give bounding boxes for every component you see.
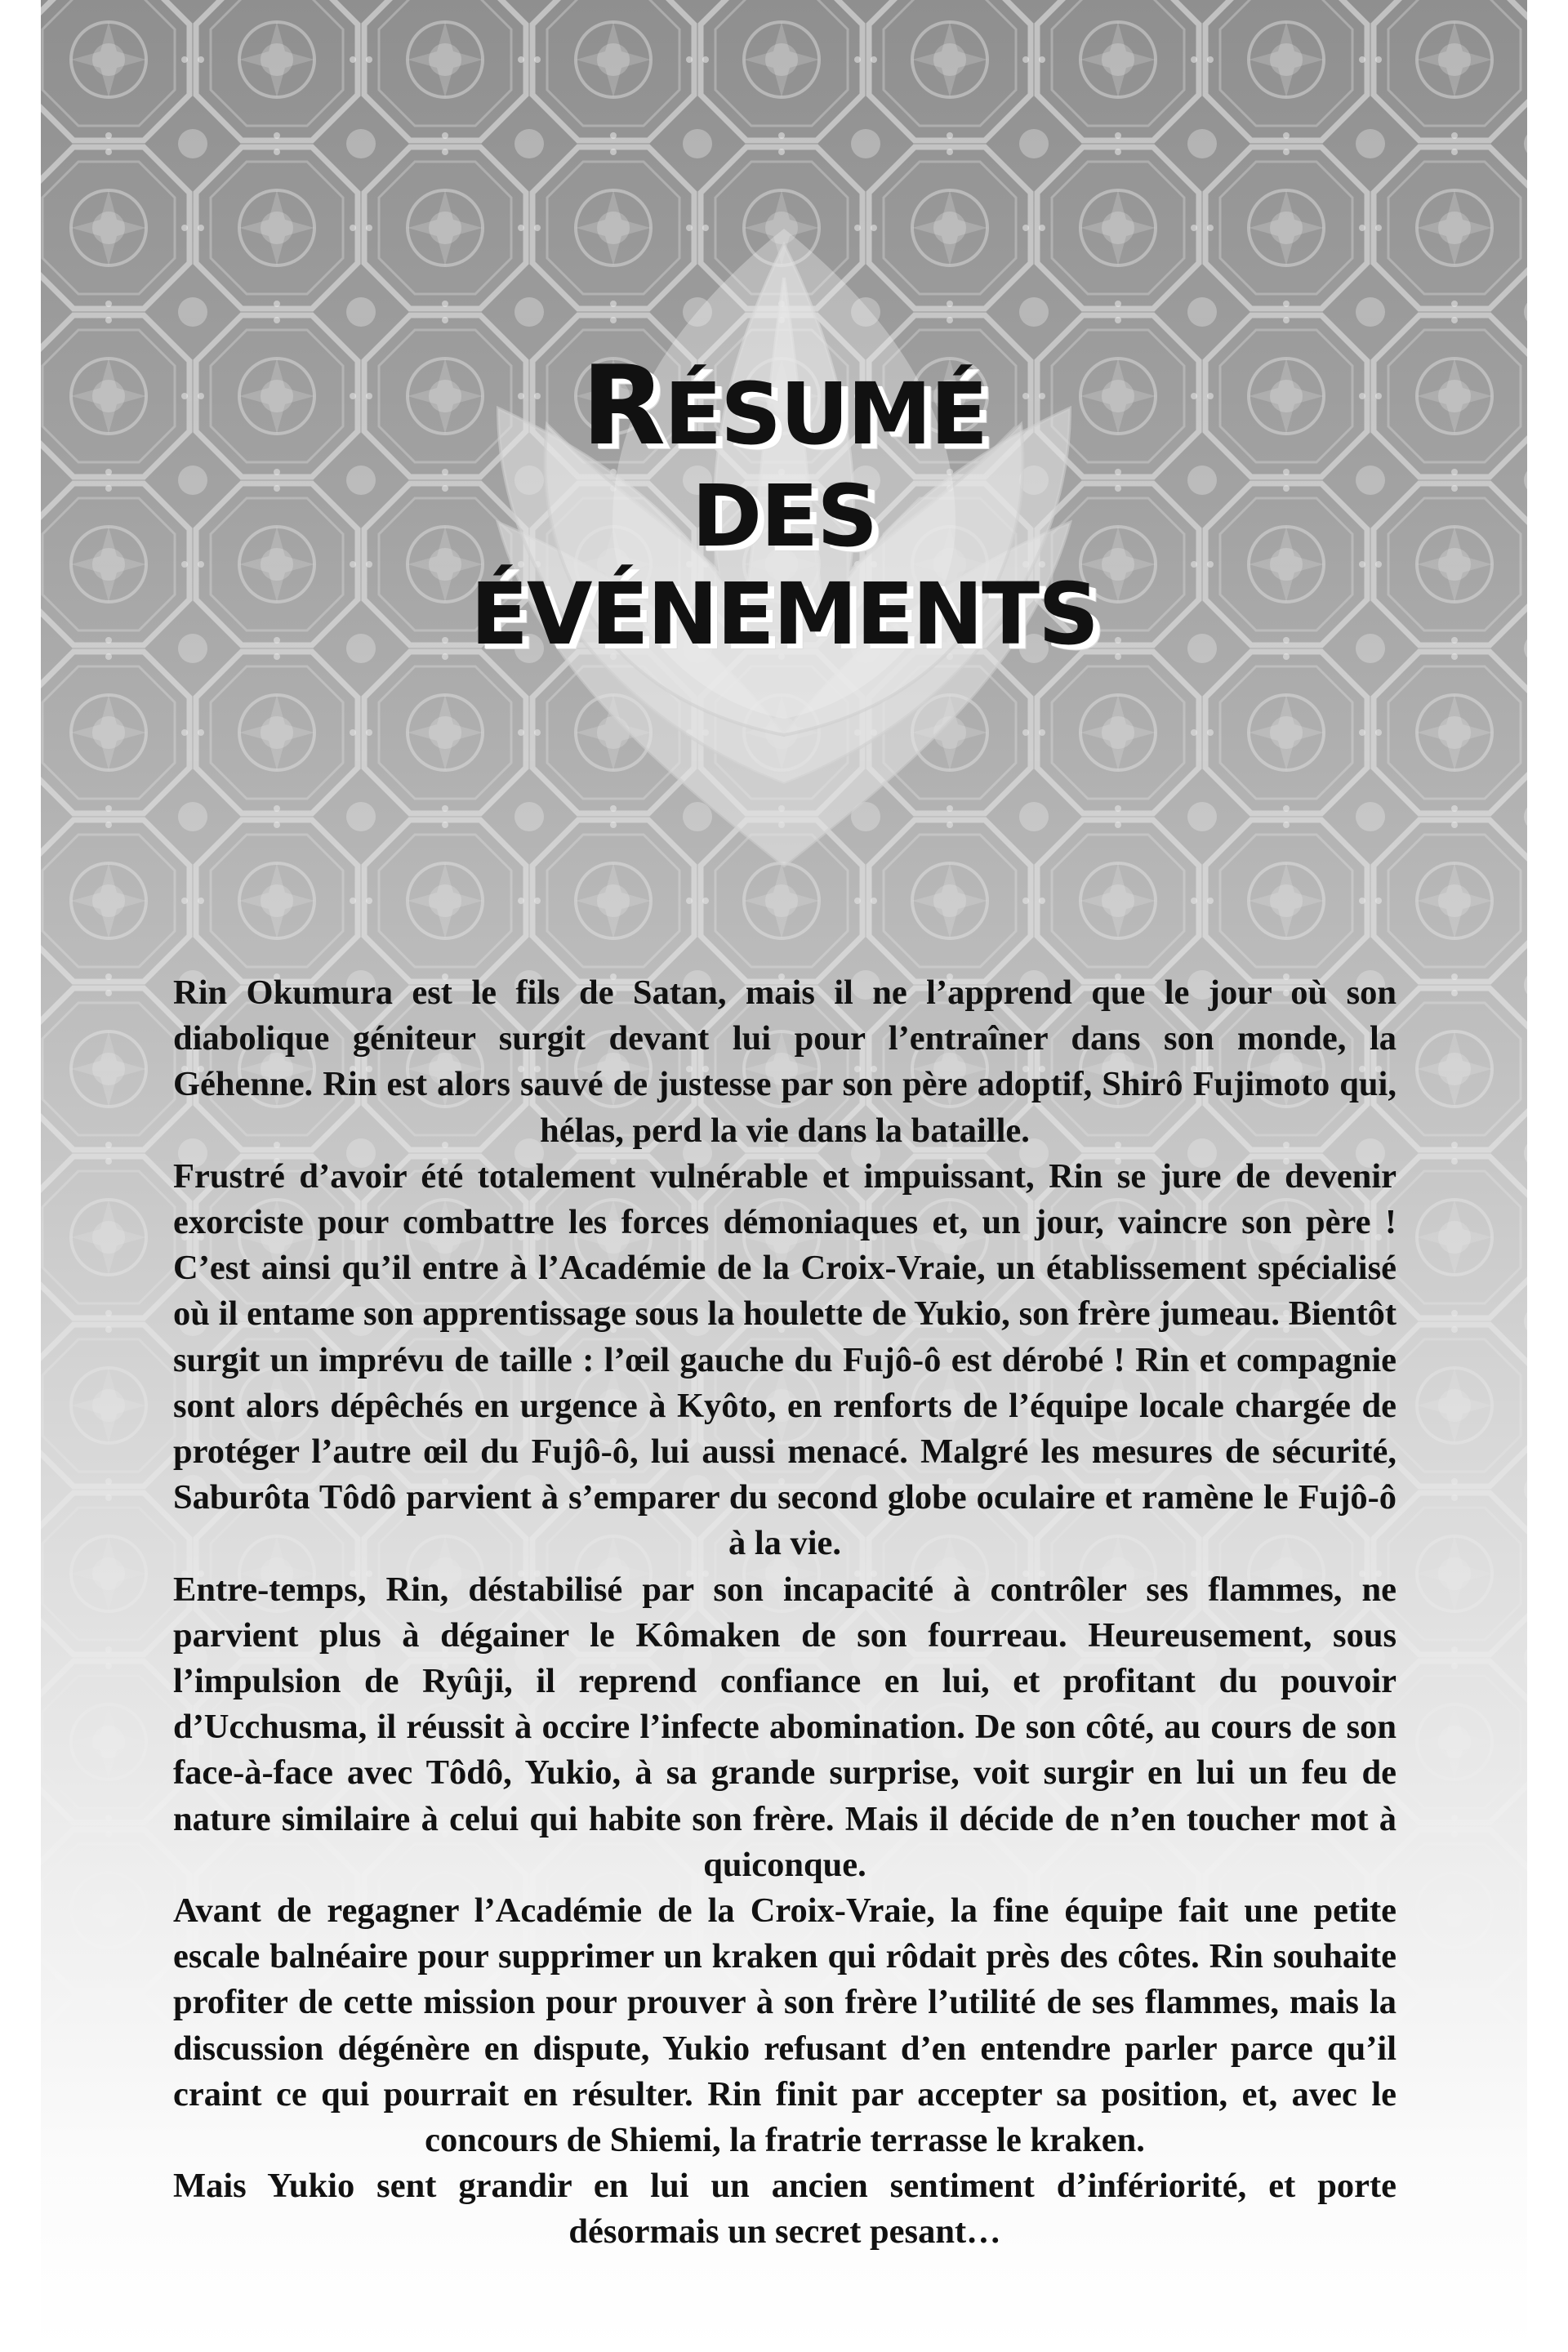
summary-paragraph-1: Rin Okumura est le fils de Satan, mais il ne l’apprend que le jour où son diabolique géniteur surgit devant lui pour l’entraîner dans son monde, la Géhenne. Rin est alors sauvé de justesse par son père adoptif, Shirô Fujimoto qui, hélas, perd la vie dans la bataille. [173, 973, 1396, 1150]
title-line-3: ÉVÉNEMENTS [470, 564, 1098, 664]
title-initial: R [581, 342, 665, 470]
summary-text [173, 970, 1396, 2256]
summary-panel [41, 0, 1527, 2352]
page-title [41, 342, 1527, 670]
title-line-1 [41, 342, 1527, 470]
title-rest: ÉSUMÉ [664, 364, 987, 464]
summary-paragraph-4: Avant de regagner l’Académie de la Croix-Vraie, la fine équipe fait une petite escale balnéaire pour supprimer un kraken qui rôdait près des côtes. Rin souhaite profiter de cette mission pour prouver à son frère l’utilité de ses flammes, mais la discussion dégénère en dispute, Yukio refusant d’en entendre parler parce qu’il craint ce qui pourrait en résulter. Rin finit par accepter sa position, et, avec le concours de Shiemi, la fratrie terrasse le kraken. [173, 1891, 1396, 2160]
title-line-2: DES [691, 466, 877, 566]
summary-paragraph-2: Frustré d’avoir été totalement vulnérable et impuissant, Rin se jure de devenir exorciste pour combattre les forces démoniaques et, un jour, vaincre son père ! C’est ainsi qu’il entre à l’Académie de la Croix-Vraie, un établissement spécialisé où il entame son apprentissage sous la houlette de Yukio, son frère jumeau. Bientôt surgit un imprévu de taille : l’œil gauche du Fujô-ô est dérobé ! Rin et compagnie sont alors dépêchés en urgence à Kyôto, en renforts de l’équipe locale chargée de protéger l’autre œil du Fujô-ô, lui aussi menacé. Malgré les mesures de sécurité, Saburôta Tôdô parvient à s’emparer du second globe oculaire et ramène le Fujô-ô à la vie. [173, 1156, 1396, 1563]
summary-paragraph-3: Entre-temps, Rin, déstabilisé par son incapacité à contrôler ses flammes, ne parvient plus à dégainer le Kômaken de son fourreau. Heureusement, sous l’impulsion de Ryûji, il reprend confiance en lui, et profitant du pouvoir d’Ucchusma, il réussit à occire l’infecte abomination. De son côté, au cours de son face-à-face avec Tôdô, Yukio, à sa grande surprise, voit surgir en lui un feu de nature similaire à celui qui habite son frère. Mais il décide de n’en toucher mot à quiconque. [173, 1570, 1396, 1884]
summary-paragraph-5: Mais Yukio sent grandir en lui un ancien sentiment d’infériorité, et porte désormais un secret pesant… [173, 2167, 1396, 2252]
